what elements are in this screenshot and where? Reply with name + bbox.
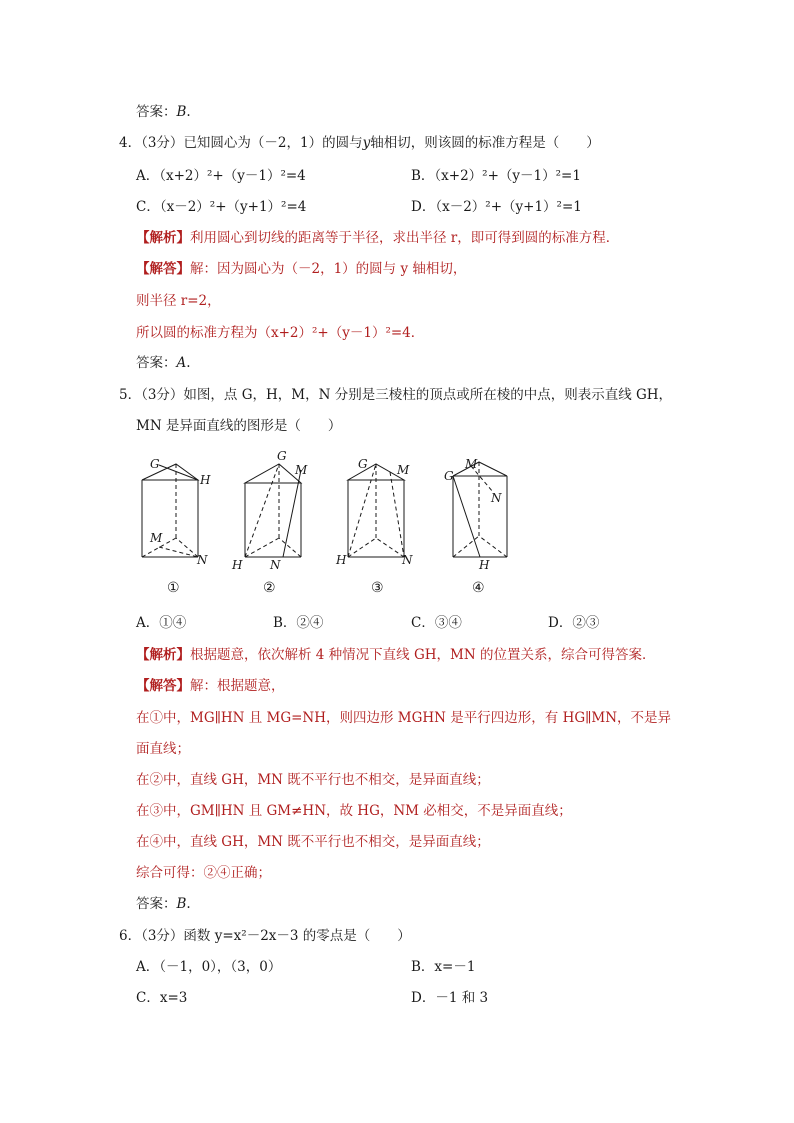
fig4-number: ④: [472, 580, 485, 596]
answer-value: B: [176, 104, 187, 120]
fig2-label-h: H: [232, 558, 243, 572]
answer-line: [136, 895, 191, 913]
solution-tag: 【解答】: [136, 261, 190, 277]
prism-figure-3: [348, 464, 404, 557]
option-a: [136, 167, 306, 185]
prism-figures: [130, 450, 550, 600]
solution-line: [136, 260, 466, 278]
solution-tag: 【解答】: [136, 678, 190, 694]
option-d: [411, 198, 582, 216]
points: （3分）: [141, 135, 184, 151]
answer-line: [136, 103, 191, 121]
solution-line: 则半径 r=2，: [136, 293, 221, 309]
analysis-text: 根据题意，依次解析 4 种情况下直线 GH，MN 的位置关系，综合可得答案．: [190, 647, 656, 663]
option-b: B．x=－1: [411, 959, 476, 975]
fig4-label-m: M: [465, 457, 478, 471]
fig2-label-g: G: [277, 450, 287, 463]
fig4-label-g: G: [444, 469, 454, 483]
option-value: （x－2）²+（y+1）²=1: [435, 199, 582, 215]
option-d: D．②③: [548, 615, 600, 631]
solution-line: 综合可得：②④正确；: [136, 865, 271, 881]
prism-figure-4: [453, 462, 507, 557]
option-a: A．（－1，0），（3，0）: [136, 959, 282, 975]
stem-part: （3分）如图，点 G，H，M，N 分别是三棱柱的顶点或所在棱的中点，则表示直线 GH，: [141, 387, 673, 403]
fig1-label-n: N: [197, 553, 208, 567]
answer-end: .: [186, 104, 191, 120]
fig1-label-h: H: [200, 473, 211, 487]
fig3-label-g: G: [358, 457, 368, 471]
answer-line: [136, 354, 191, 372]
fig1-label-g: G: [150, 457, 160, 471]
option-value: （x－2）²+（y+1）²=4: [159, 199, 307, 215]
option-value: （x+2）²+（y－1）²=1: [434, 168, 581, 184]
fig4-label-h: H: [479, 558, 490, 572]
solution-line: 面直线；: [136, 741, 190, 757]
fig2-label-n: N: [270, 558, 281, 572]
question-number: 5．: [119, 387, 142, 403]
solution-text: 解：因为圆心为（－2，1）的圆与 y 轴相切，: [190, 261, 467, 277]
option-key: D．: [411, 199, 436, 215]
option-key: C．: [136, 199, 160, 215]
fig4-label-n: N: [491, 491, 502, 505]
option-d: D．－1 和 3: [411, 990, 489, 1006]
answer-label: 答案：: [136, 896, 177, 912]
question-5-stem: [119, 386, 672, 404]
analysis-tag: 【解析】: [136, 230, 190, 246]
stem-part: 轴相切，则该圆的标准方程是（ ）: [370, 135, 600, 151]
solution-text: 解：根据题意，: [190, 678, 285, 694]
option-c: [136, 198, 306, 216]
option-key: A．: [136, 168, 160, 184]
fig1-number: ①: [167, 580, 180, 596]
analysis-line: [136, 229, 619, 247]
solution-line: 在②中，直线 GH，MN 既不平行也不相交，是异面直线；: [136, 772, 490, 788]
answer-label: 答案：: [136, 104, 177, 120]
answer-value: A: [176, 355, 187, 371]
option-key: B．: [411, 168, 435, 184]
answer-label: 答案：: [136, 355, 177, 371]
question-5-stem-cont: MN 是异面直线的图形是（ ）: [136, 418, 342, 434]
fig3-label-m: M: [397, 463, 410, 477]
stem-part: （3分）函数 y=x²－2x－3 的零点是（ ）: [141, 928, 411, 944]
fig2-label-m: M: [295, 463, 308, 477]
option-b: [411, 167, 581, 185]
option-b: B．②④: [273, 615, 324, 631]
fig3-number: ③: [371, 580, 384, 596]
option-c: C．x=3: [136, 990, 188, 1006]
fig3-label-h: H: [336, 553, 347, 567]
solution-line: 在①中，MG∥HN 且 MG=NH，则四边形 MGHN 是平行四边形，有 HG∥MN，不是异: [136, 710, 672, 726]
question-4-stem: [119, 134, 600, 152]
answer-end: .: [186, 896, 191, 912]
question-6-stem: [119, 927, 411, 945]
option-c: C．③④: [411, 615, 462, 631]
option-a: A．①④: [136, 615, 187, 631]
question-number: 6．: [119, 928, 142, 944]
fig1-label-m: M: [150, 531, 163, 545]
fig3-label-n: N: [402, 553, 413, 567]
analysis-text: 利用圆心到切线的距离等于半径，求出半径 r，即可得到圆的标准方程．: [190, 230, 620, 246]
solution-line: [136, 677, 285, 695]
solution-line: 在③中，GM∥HN 且 GM≠HN，故 HG，NM 必相交，不是异面直线；: [136, 803, 572, 819]
option-value: （x+2）²+（y－1）²=4: [159, 168, 306, 184]
prism-figure-2: [245, 464, 301, 557]
solution-line: 所以圆的标准方程为（x+2）²+（y－1）²=4．: [136, 325, 425, 341]
answer-end: .: [186, 355, 191, 371]
fig2-number: ②: [263, 580, 276, 596]
stem-var: y: [362, 135, 371, 151]
analysis-line: [136, 646, 655, 664]
analysis-tag: 【解析】: [136, 647, 190, 663]
solution-line: 在④中，直线 GH，MN 既不平行也不相交，是异面直线；: [136, 834, 490, 850]
question-number: 4．: [119, 135, 142, 151]
stem-part: 已知圆心为（－2，1）的圆与: [183, 135, 363, 151]
answer-value: B: [176, 896, 187, 912]
